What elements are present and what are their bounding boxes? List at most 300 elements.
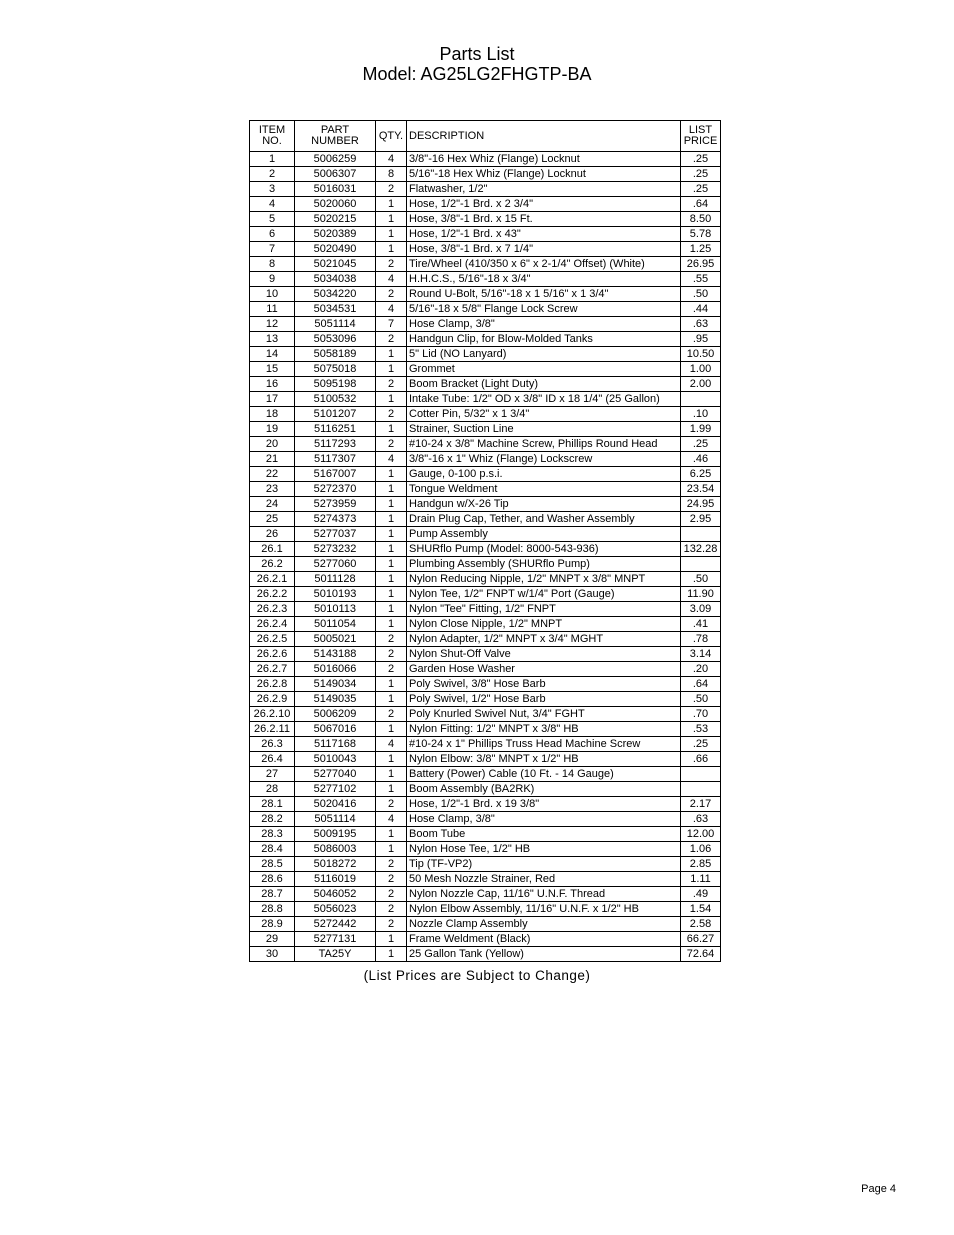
table-row — [250, 182, 721, 197]
cell-list-price: .25 — [681, 167, 721, 182]
cell-item-no: 26.4 — [250, 752, 295, 767]
cell-description: Garden Hose Washer — [407, 662, 681, 677]
cell-part-number: 5051114 — [295, 812, 376, 827]
table-row — [250, 902, 721, 917]
cell-description: Nylon Nozzle Cap, 11/16" U.N.F. Thread — [407, 887, 681, 902]
cell-description: #10-24 x 3/8" Machine Screw, Phillips Round Head — [407, 437, 681, 452]
cell-part-number: 5277040 — [295, 767, 376, 782]
cell-item-no: 22 — [250, 467, 295, 482]
cell-item-no: 26.2.11 — [250, 722, 295, 737]
cell-qty: 1 — [376, 557, 407, 572]
cell-description: Boom Bracket (Light Duty) — [407, 377, 681, 392]
header-part-number: PART NUMBER — [295, 121, 376, 152]
table-row — [250, 947, 721, 962]
cell-qty: 1 — [376, 242, 407, 257]
cell-part-number: 5058189 — [295, 347, 376, 362]
cell-qty: 1 — [376, 482, 407, 497]
table-row — [250, 512, 721, 527]
parts-table — [249, 120, 721, 962]
cell-list-price: .46 — [681, 452, 721, 467]
cell-part-number: 5020215 — [295, 212, 376, 227]
table-row — [250, 842, 721, 857]
cell-description: Hose, 1/2"-1 Brd. x 2 3/4" — [407, 197, 681, 212]
cell-qty: 2 — [376, 887, 407, 902]
cell-item-no: 21 — [250, 452, 295, 467]
cell-list-price: 23.54 — [681, 482, 721, 497]
cell-list-price: 1.99 — [681, 422, 721, 437]
cell-item-no: 17 — [250, 392, 295, 407]
cell-item-no: 12 — [250, 317, 295, 332]
cell-list-price: 1.54 — [681, 902, 721, 917]
cell-qty: 1 — [376, 347, 407, 362]
table-row — [250, 392, 721, 407]
header-description: DESCRIPTION — [407, 121, 681, 152]
cell-item-no: 26 — [250, 527, 295, 542]
cell-qty: 2 — [376, 437, 407, 452]
cell-list-price: 66.27 — [681, 932, 721, 947]
cell-item-no: 26.2.2 — [250, 587, 295, 602]
cell-list-price — [681, 557, 721, 572]
cell-list-price: 12.00 — [681, 827, 721, 842]
cell-description: Boom Assembly (BA2RK) — [407, 782, 681, 797]
cell-qty: 1 — [376, 722, 407, 737]
cell-part-number: 5116251 — [295, 422, 376, 437]
table-row — [250, 647, 721, 662]
cell-list-price: .44 — [681, 302, 721, 317]
table-row — [250, 617, 721, 632]
table-row — [250, 332, 721, 347]
cell-qty: 1 — [376, 512, 407, 527]
cell-qty: 1 — [376, 212, 407, 227]
cell-part-number: 5277037 — [295, 527, 376, 542]
cell-part-number: 5167007 — [295, 467, 376, 482]
cell-qty: 1 — [376, 392, 407, 407]
cell-description: Hose, 3/8"-1 Brd. x 7 1/4" — [407, 242, 681, 257]
table-row — [250, 377, 721, 392]
cell-list-price — [681, 392, 721, 407]
table-row — [250, 152, 721, 167]
table-row — [250, 227, 721, 242]
cell-description: Tire/Wheel (410/350 x 6" x 2-1/4" Offset) (White) — [407, 257, 681, 272]
cell-list-price: .64 — [681, 677, 721, 692]
cell-list-price: 3.09 — [681, 602, 721, 617]
cell-description: 50 Mesh Nozzle Strainer, Red — [407, 872, 681, 887]
cell-item-no: 11 — [250, 302, 295, 317]
cell-part-number: 5006209 — [295, 707, 376, 722]
cell-description: Gauge, 0-100 p.s.i. — [407, 467, 681, 482]
cell-item-no: 26.2.9 — [250, 692, 295, 707]
cell-part-number: 5272442 — [295, 917, 376, 932]
cell-item-no: 30 — [250, 947, 295, 962]
cell-qty: 1 — [376, 827, 407, 842]
table-row — [250, 347, 721, 362]
page-number: Page 4 — [861, 1183, 896, 1195]
cell-description: Hose Clamp, 3/8" — [407, 317, 681, 332]
cell-description: Boom Tube — [407, 827, 681, 842]
cell-part-number: 5117293 — [295, 437, 376, 452]
cell-description: 3/8"-16 x 1" Whiz (Flange) Lockscrew — [407, 452, 681, 467]
table-row — [250, 722, 721, 737]
cell-description: H.H.C.S., 5/16"-18 x 3/4" — [407, 272, 681, 287]
cell-item-no: 26.2.4 — [250, 617, 295, 632]
cell-qty: 1 — [376, 617, 407, 632]
cell-description: SHURflo Pump (Model: 8000-543-936) — [407, 542, 681, 557]
table-row — [250, 422, 721, 437]
cell-part-number: 5006307 — [295, 167, 376, 182]
cell-list-price — [681, 527, 721, 542]
cell-list-price: .50 — [681, 572, 721, 587]
cell-list-price: .95 — [681, 332, 721, 347]
cell-description: Drain Plug Cap, Tether, and Washer Assembly — [407, 512, 681, 527]
cell-list-price: .20 — [681, 662, 721, 677]
cell-description: Intake Tube: 1/2" OD x 3/8" ID x 18 1/4" (25 Gallon) — [407, 392, 681, 407]
parts-table-body — [250, 152, 721, 962]
cell-description: 5" Lid (NO Lanyard) — [407, 347, 681, 362]
cell-description: Nozzle Clamp Assembly — [407, 917, 681, 932]
cell-qty: 2 — [376, 857, 407, 872]
cell-list-price: 2.95 — [681, 512, 721, 527]
cell-list-price: .50 — [681, 287, 721, 302]
cell-part-number: 5010043 — [295, 752, 376, 767]
cell-part-number: 5056023 — [295, 902, 376, 917]
cell-part-number: 5274373 — [295, 512, 376, 527]
cell-item-no: 28.1 — [250, 797, 295, 812]
cell-part-number: 5117168 — [295, 737, 376, 752]
cell-description: Handgun Clip, for Blow-Molded Tanks — [407, 332, 681, 347]
cell-description: Round U-Bolt, 5/16"-18 x 1 5/16" x 1 3/4" — [407, 287, 681, 302]
header-item-no: ITEM NO. — [250, 121, 295, 152]
cell-item-no: 8 — [250, 257, 295, 272]
price-disclaimer: (List Prices are Subject to Change) — [363, 968, 591, 983]
cell-part-number: 5117307 — [295, 452, 376, 467]
cell-list-price: .10 — [681, 407, 721, 422]
cell-list-price: 72.64 — [681, 947, 721, 962]
cell-list-price: 10.50 — [681, 347, 721, 362]
cell-item-no: 28.4 — [250, 842, 295, 857]
cell-qty: 2 — [376, 182, 407, 197]
cell-list-price: 2.58 — [681, 917, 721, 932]
table-row — [250, 707, 721, 722]
cell-list-price: .25 — [681, 437, 721, 452]
cell-item-no: 28.9 — [250, 917, 295, 932]
cell-part-number: 5116019 — [295, 872, 376, 887]
cell-item-no: 26.2.8 — [250, 677, 295, 692]
table-row — [250, 317, 721, 332]
cell-item-no: 28.2 — [250, 812, 295, 827]
cell-description: Nylon Close Nipple, 1/2" MNPT — [407, 617, 681, 632]
cell-list-price: 26.95 — [681, 257, 721, 272]
cell-qty: 4 — [376, 302, 407, 317]
cell-item-no: 26.2.5 — [250, 632, 295, 647]
table-row — [250, 407, 721, 422]
cell-part-number: 5016066 — [295, 662, 376, 677]
cell-list-price: 1.25 — [681, 242, 721, 257]
cell-part-number: 5018272 — [295, 857, 376, 872]
table-row — [250, 542, 721, 557]
cell-qty: 7 — [376, 317, 407, 332]
cell-description: Nylon Elbow Assembly, 11/16" U.N.F. x 1/2" HB — [407, 902, 681, 917]
cell-item-no: 29 — [250, 932, 295, 947]
cell-item-no: 7 — [250, 242, 295, 257]
cell-qty: 2 — [376, 377, 407, 392]
cell-part-number: 5011054 — [295, 617, 376, 632]
table-row — [250, 782, 721, 797]
cell-part-number: 5273959 — [295, 497, 376, 512]
cell-item-no: 28.5 — [250, 857, 295, 872]
cell-item-no: 28.6 — [250, 872, 295, 887]
table-row — [250, 872, 721, 887]
cell-part-number: 5277131 — [295, 932, 376, 947]
cell-part-number: 5010113 — [295, 602, 376, 617]
cell-part-number: 5101207 — [295, 407, 376, 422]
cell-list-price — [681, 767, 721, 782]
cell-part-number: 5046052 — [295, 887, 376, 902]
cell-list-price: 2.17 — [681, 797, 721, 812]
cell-part-number: 5051114 — [295, 317, 376, 332]
cell-item-no: 26.2.6 — [250, 647, 295, 662]
table-row — [250, 602, 721, 617]
cell-description: Nylon Reducing Nipple, 1/2" MNPT x 3/8" MNPT — [407, 572, 681, 587]
cell-part-number: 5011128 — [295, 572, 376, 587]
cell-qty: 2 — [376, 632, 407, 647]
cell-part-number: 5034531 — [295, 302, 376, 317]
cell-item-no: 2 — [250, 167, 295, 182]
cell-part-number: 5016031 — [295, 182, 376, 197]
cell-part-number: 5100532 — [295, 392, 376, 407]
cell-item-no: 4 — [250, 197, 295, 212]
cell-part-number: 5272370 — [295, 482, 376, 497]
table-row — [250, 302, 721, 317]
cell-qty: 1 — [376, 767, 407, 782]
cell-description: Hose, 1/2"-1 Brd. x 43" — [407, 227, 681, 242]
table-row — [250, 767, 721, 782]
cell-list-price — [681, 782, 721, 797]
table-row — [250, 497, 721, 512]
cell-list-price: .25 — [681, 152, 721, 167]
cell-item-no: 6 — [250, 227, 295, 242]
cell-qty: 1 — [376, 587, 407, 602]
cell-list-price: 2.85 — [681, 857, 721, 872]
cell-part-number: 5009195 — [295, 827, 376, 842]
cell-qty: 4 — [376, 737, 407, 752]
cell-qty: 1 — [376, 197, 407, 212]
cell-description: Cotter Pin, 5/32" x 1 3/4" — [407, 407, 681, 422]
cell-qty: 4 — [376, 272, 407, 287]
cell-list-price: 1.11 — [681, 872, 721, 887]
cell-list-price: .53 — [681, 722, 721, 737]
cell-description: Pump Assembly — [407, 527, 681, 542]
cell-item-no: 15 — [250, 362, 295, 377]
cell-part-number: 5143188 — [295, 647, 376, 662]
table-row — [250, 482, 721, 497]
cell-item-no: 28.3 — [250, 827, 295, 842]
cell-part-number: 5010193 — [295, 587, 376, 602]
table-row — [250, 452, 721, 467]
cell-item-no: 26.3 — [250, 737, 295, 752]
table-row — [250, 467, 721, 482]
cell-item-no: 24 — [250, 497, 295, 512]
cell-part-number: 5075018 — [295, 362, 376, 377]
cell-qty: 1 — [376, 542, 407, 557]
cell-list-price: 24.95 — [681, 497, 721, 512]
cell-description: Plumbing Assembly (SHURflo Pump) — [407, 557, 681, 572]
page-title — [0, 44, 954, 84]
cell-part-number: 5149034 — [295, 677, 376, 692]
cell-item-no: 26.2 — [250, 557, 295, 572]
cell-description: Poly Swivel, 3/8" Hose Barb — [407, 677, 681, 692]
cell-list-price: .63 — [681, 317, 721, 332]
cell-part-number: 5020416 — [295, 797, 376, 812]
cell-list-price: 1.00 — [681, 362, 721, 377]
cell-list-price: .55 — [681, 272, 721, 287]
cell-item-no: 23 — [250, 482, 295, 497]
cell-qty: 1 — [376, 527, 407, 542]
cell-qty: 2 — [376, 662, 407, 677]
table-row — [250, 242, 721, 257]
cell-description: Nylon Hose Tee, 1/2" HB — [407, 842, 681, 857]
cell-item-no: 28 — [250, 782, 295, 797]
cell-qty: 1 — [376, 602, 407, 617]
cell-qty: 1 — [376, 842, 407, 857]
cell-qty: 2 — [376, 287, 407, 302]
cell-qty: 1 — [376, 572, 407, 587]
cell-qty: 1 — [376, 467, 407, 482]
cell-description: 3/8"-16 Hex Whiz (Flange) Locknut — [407, 152, 681, 167]
cell-description: Strainer, Suction Line — [407, 422, 681, 437]
cell-description: Hose, 1/2"-1 Brd. x 19 3/8" — [407, 797, 681, 812]
table-row — [250, 527, 721, 542]
cell-qty: 1 — [376, 227, 407, 242]
table-row — [250, 572, 721, 587]
table-row — [250, 197, 721, 212]
cell-list-price: 8.50 — [681, 212, 721, 227]
cell-item-no: 26.2.1 — [250, 572, 295, 587]
cell-list-price: 5.78 — [681, 227, 721, 242]
cell-description: Poly Knurled Swivel Nut, 3/4" FGHT — [407, 707, 681, 722]
table-row — [250, 737, 721, 752]
cell-item-no: 27 — [250, 767, 295, 782]
cell-list-price: 2.00 — [681, 377, 721, 392]
title-line-1: Parts List — [439, 44, 515, 64]
cell-description: Nylon Adapter, 1/2" MNPT x 3/4" MGHT — [407, 632, 681, 647]
cell-item-no: 20 — [250, 437, 295, 452]
cell-description: Hose Clamp, 3/8" — [407, 812, 681, 827]
cell-part-number: 5067016 — [295, 722, 376, 737]
table-row — [250, 887, 721, 902]
table-row — [250, 677, 721, 692]
table-row — [250, 362, 721, 377]
cell-list-price: .64 — [681, 197, 721, 212]
cell-description: Battery (Power) Cable (10 Ft. - 14 Gauge) — [407, 767, 681, 782]
cell-qty: 4 — [376, 152, 407, 167]
cell-item-no: 28.8 — [250, 902, 295, 917]
cell-part-number: 5020490 — [295, 242, 376, 257]
cell-qty: 1 — [376, 362, 407, 377]
table-row — [250, 167, 721, 182]
cell-list-price: .70 — [681, 707, 721, 722]
cell-item-no: 19 — [250, 422, 295, 437]
cell-qty: 2 — [376, 332, 407, 347]
cell-list-price: .66 — [681, 752, 721, 767]
cell-part-number: 5006259 — [295, 152, 376, 167]
table-row — [250, 212, 721, 227]
cell-part-number: 5053096 — [295, 332, 376, 347]
cell-list-price: 11.90 — [681, 587, 721, 602]
cell-list-price: .50 — [681, 692, 721, 707]
cell-qty: 2 — [376, 872, 407, 887]
table-row — [250, 797, 721, 812]
cell-part-number: 5034038 — [295, 272, 376, 287]
cell-list-price: 6.25 — [681, 467, 721, 482]
cell-item-no: 5 — [250, 212, 295, 227]
cell-description: Hose, 3/8"-1 Brd. x 15 Ft. — [407, 212, 681, 227]
cell-description: Nylon "Tee" Fitting, 1/2" FNPT — [407, 602, 681, 617]
cell-qty: 1 — [376, 497, 407, 512]
table-row — [250, 812, 721, 827]
cell-qty: 1 — [376, 752, 407, 767]
cell-description: Poly Swivel, 1/2" Hose Barb — [407, 692, 681, 707]
cell-description: Tongue Weldment — [407, 482, 681, 497]
cell-part-number: 5095198 — [295, 377, 376, 392]
cell-description: Tip (TF-VP2) — [407, 857, 681, 872]
table-row — [250, 857, 721, 872]
cell-item-no: 3 — [250, 182, 295, 197]
cell-part-number: 5021045 — [295, 257, 376, 272]
cell-qty: 2 — [376, 707, 407, 722]
table-row — [250, 662, 721, 677]
cell-item-no: 1 — [250, 152, 295, 167]
cell-qty: 1 — [376, 947, 407, 962]
cell-list-price: .41 — [681, 617, 721, 632]
cell-part-number: 5034220 — [295, 287, 376, 302]
table-row — [250, 632, 721, 647]
cell-description: #10-24 x 1" Phillips Truss Head Machine Screw — [407, 737, 681, 752]
cell-description: 5/16"-18 Hex Whiz (Flange) Locknut — [407, 167, 681, 182]
cell-qty: 8 — [376, 167, 407, 182]
cell-qty: 1 — [376, 422, 407, 437]
cell-qty: 2 — [376, 917, 407, 932]
cell-item-no: 18 — [250, 407, 295, 422]
cell-list-price: .25 — [681, 737, 721, 752]
cell-part-number: 5020389 — [295, 227, 376, 242]
table-row — [250, 587, 721, 602]
cell-list-price: .78 — [681, 632, 721, 647]
cell-qty: 2 — [376, 407, 407, 422]
cell-item-no: 25 — [250, 512, 295, 527]
cell-description: Frame Weldment (Black) — [407, 932, 681, 947]
cell-part-number: 5277102 — [295, 782, 376, 797]
cell-item-no: 26.2.3 — [250, 602, 295, 617]
cell-list-price: .63 — [681, 812, 721, 827]
cell-item-no: 26.2.7 — [250, 662, 295, 677]
title-model-line: Model: AG25LG2FHGTP-BA — [362, 64, 592, 84]
cell-qty: 4 — [376, 452, 407, 467]
table-row — [250, 272, 721, 287]
cell-item-no: 13 — [250, 332, 295, 347]
cell-part-number: 5273232 — [295, 542, 376, 557]
cell-item-no: 26.2.10 — [250, 707, 295, 722]
cell-qty: 2 — [376, 257, 407, 272]
header-qty: QTY. — [376, 121, 407, 152]
cell-description: Nylon Fitting: 1/2" MNPT x 3/8" HB — [407, 722, 681, 737]
cell-item-no: 14 — [250, 347, 295, 362]
cell-description: Nylon Elbow: 3/8" MNPT x 1/2" HB — [407, 752, 681, 767]
table-row — [250, 827, 721, 842]
cell-qty: 1 — [376, 692, 407, 707]
table-row — [250, 752, 721, 767]
cell-part-number: 5005021 — [295, 632, 376, 647]
cell-part-number: 5086003 — [295, 842, 376, 857]
